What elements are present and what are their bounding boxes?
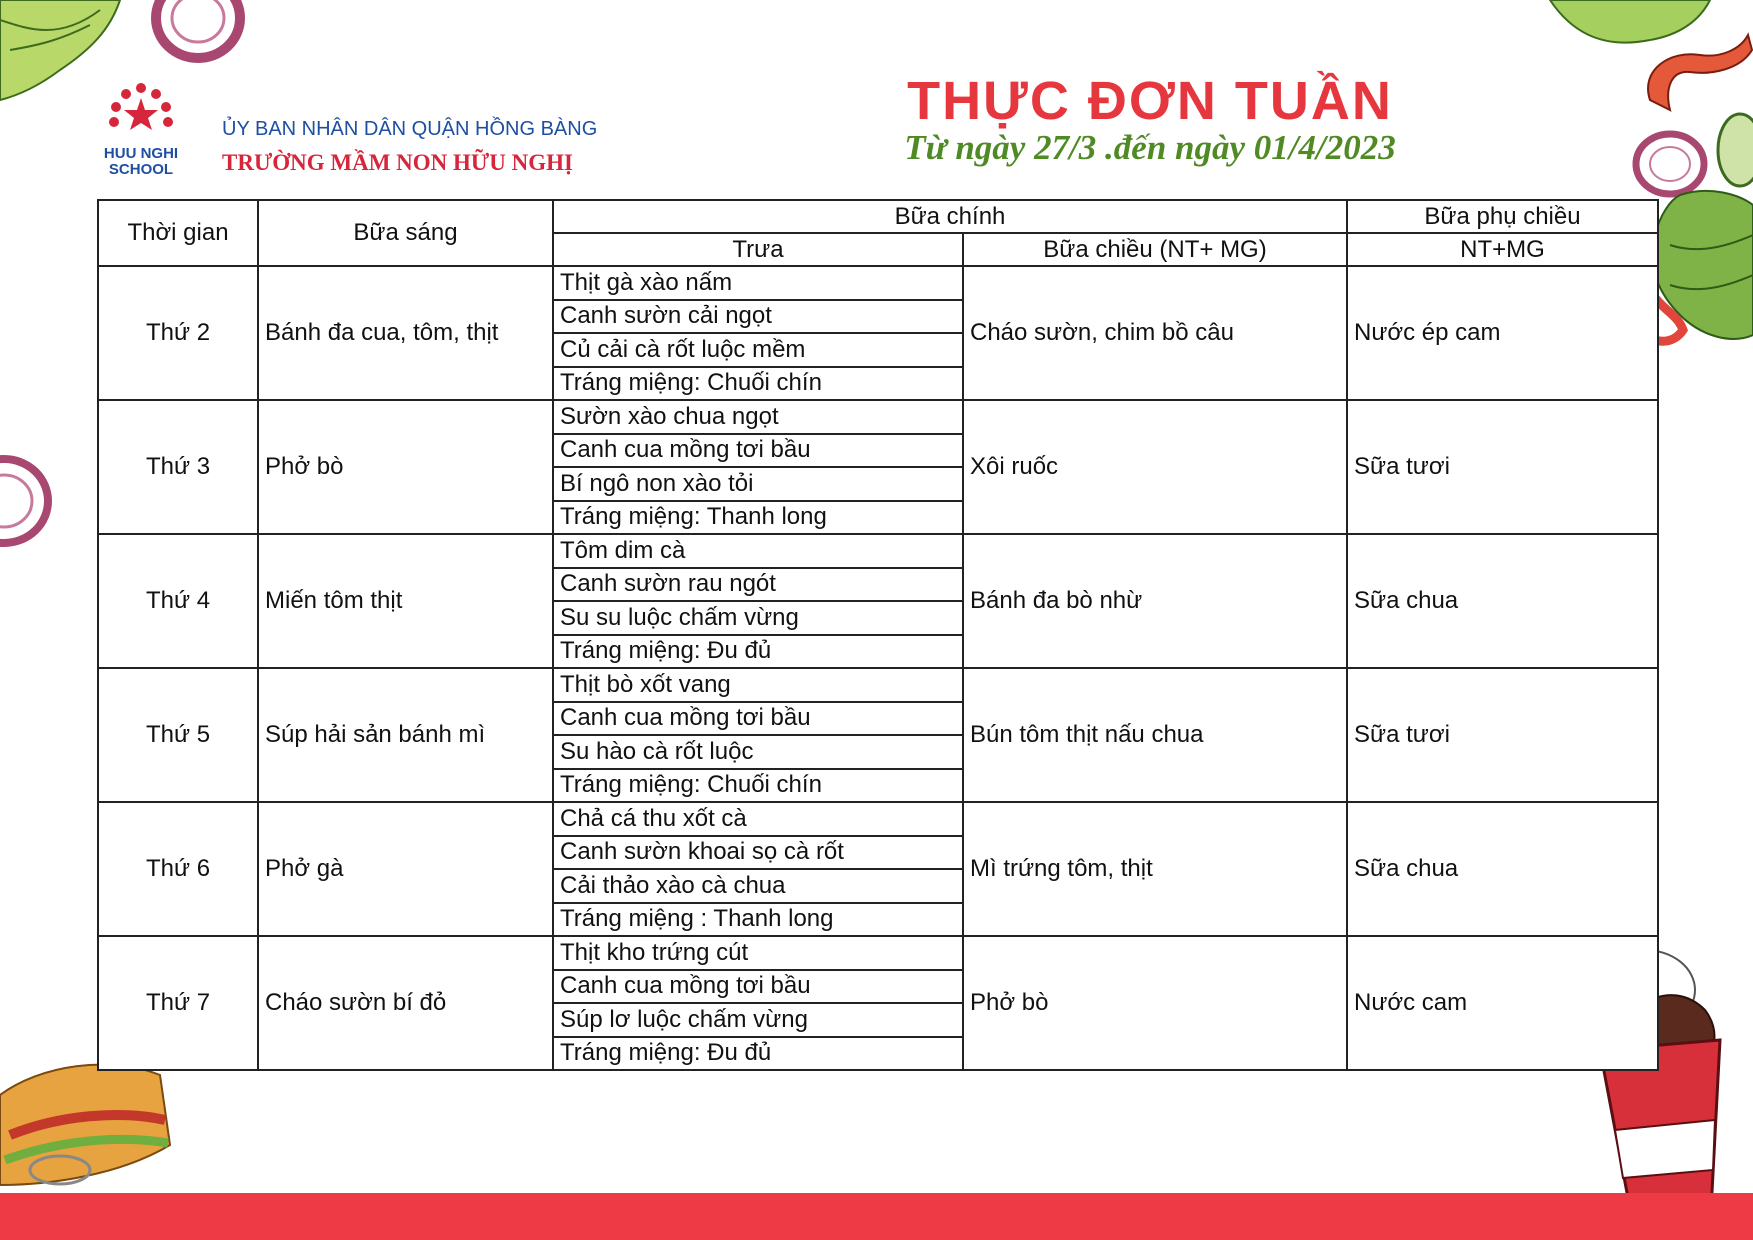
day-cell: Thứ 2 (98, 266, 258, 400)
afternoon-cell: Bánh đa bò nhừ (963, 534, 1347, 668)
header-breakfast: Bữa sáng (258, 200, 553, 266)
lunch-item: Cải thảo xào cà chua (553, 869, 963, 903)
snack-cell: Sữa chua (1347, 534, 1658, 668)
onion-ring-icon (0, 455, 52, 547)
lunch-item: Su hào cà rốt luộc (553, 735, 963, 769)
lunch-item: Thịt kho trứng cút (553, 936, 963, 970)
header-main-meal: Bữa chính (553, 200, 1347, 233)
day-cell: Thứ 7 (98, 936, 258, 1070)
logo-text-line1: HUU NGHI (103, 145, 179, 162)
day-cell: Thứ 3 (98, 400, 258, 534)
breakfast-cell: Bánh đa cua, tôm, thịt (258, 266, 553, 400)
snack-cell: Sữa tươi (1347, 668, 1658, 802)
header-time: Thời gian (98, 200, 258, 266)
breakfast-cell: Miến tôm thịt (258, 534, 553, 668)
afternoon-cell: Bún tôm thịt nấu chua (963, 668, 1347, 802)
lunch-item: Tráng miệng: Chuối chín (553, 769, 963, 803)
lunch-item: Canh cua mồng tơi bầu (553, 434, 963, 468)
lunch-item: Canh sườn khoai sọ cà rốt (553, 836, 963, 870)
header-afternoon: Bữa chiều (NT+ MG) (963, 233, 1347, 266)
breakfast-cell: Súp hải sản bánh mì (258, 668, 553, 802)
lunch-item: Tráng miệng: Thanh long (553, 501, 963, 535)
afternoon-cell: Mì trứng tôm, thịt (963, 802, 1347, 936)
lunch-item: Canh sườn rau ngót (553, 568, 963, 602)
org-name-line2: TRƯỜNG MẦM NON HỮU NGHỊ (222, 150, 573, 175)
page-title: THỰC ĐƠN TUẦN (907, 71, 1393, 131)
footer-bar (0, 1193, 1753, 1240)
lunch-item: Tôm dim cà (553, 534, 963, 568)
lunch-item: Súp lơ luộc chấm vừng (553, 1003, 963, 1037)
lunch-item: Canh cua mồng tơi bầu (553, 970, 963, 1004)
breakfast-cell: Phở gà (258, 802, 553, 936)
lunch-item: Tráng miệng: Đu đủ (553, 1037, 963, 1071)
snack-cell: Sữa tươi (1347, 400, 1658, 534)
afternoon-cell: Xôi ruốc (963, 400, 1347, 534)
org-name-line1: ỦY BAN NHÂN DÂN QUẬN HỒNG BÀNG (222, 118, 598, 140)
weekly-menu-table (97, 199, 1659, 1071)
lunch-item: Tráng miệng: Đu đủ (553, 635, 963, 669)
breakfast-cell: Cháo sườn bí đỏ (258, 936, 553, 1070)
table-row (98, 936, 1658, 970)
header-lunch: Trưa (553, 233, 963, 266)
day-cell: Thứ 4 (98, 534, 258, 668)
lunch-item: Su su luộc chấm vừng (553, 601, 963, 635)
afternoon-cell: Cháo sườn, chim bồ câu (963, 266, 1347, 400)
lunch-item: Củ cải cà rốt luộc mềm (553, 333, 963, 367)
lunch-item: Tráng miệng : Thanh long (553, 903, 963, 937)
snack-cell: Nước ép cam (1347, 266, 1658, 400)
table-row (98, 534, 1658, 568)
page-header (0, 0, 1753, 200)
snack-cell: Sữa chua (1347, 802, 1658, 936)
table-row (98, 266, 1658, 300)
table-row (98, 802, 1658, 836)
table-row (98, 400, 1658, 434)
header-snack-sub: NT+MG (1347, 233, 1658, 266)
lunch-item: Bí ngô non xào tỏi (553, 467, 963, 501)
lunch-item: Canh sườn cải ngọt (553, 300, 963, 334)
day-cell: Thứ 6 (98, 802, 258, 936)
lunch-item: Thịt gà xào nấm (553, 266, 963, 300)
breakfast-cell: Phở bò (258, 400, 553, 534)
lunch-item: Canh cua mồng tơi bầu (553, 702, 963, 736)
header-snack: Bữa phụ chiều (1347, 200, 1658, 233)
date-range-subtitle: Từ ngày 27/3 .đến ngày 01/4/2023 (904, 128, 1396, 167)
lunch-item: Thịt bò xốt vang (553, 668, 963, 702)
lunch-item: Tráng miệng: Chuối chín (553, 367, 963, 401)
logo-text-line2: SCHOOL (108, 161, 174, 178)
snack-cell: Nước cam (1347, 936, 1658, 1070)
lunch-item: Sườn xào chua ngọt (553, 400, 963, 434)
lunch-item: Chả cá thu xốt cà (553, 802, 963, 836)
day-cell: Thứ 5 (98, 668, 258, 802)
afternoon-cell: Phở bò (963, 936, 1347, 1070)
table-row (98, 668, 1658, 702)
